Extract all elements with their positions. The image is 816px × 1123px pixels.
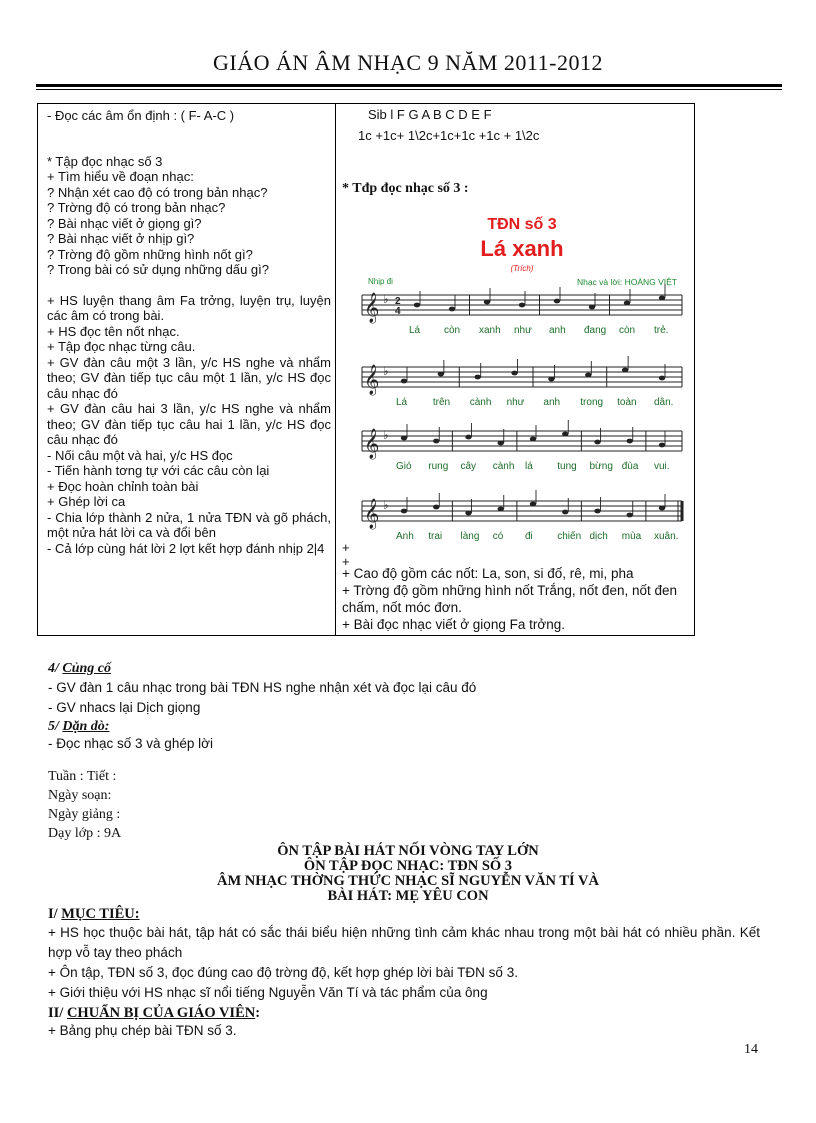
note-head [401, 379, 407, 384]
note-head [659, 376, 665, 381]
note-head [401, 509, 407, 514]
lyric-syllable: Lá [409, 325, 421, 336]
note-head [659, 443, 665, 448]
note-head [433, 505, 439, 510]
note-head [414, 303, 420, 308]
lyric-syllable: cành [469, 397, 492, 408]
lyric-syllable: rung [428, 461, 449, 472]
lesson-table [37, 103, 695, 636]
lyric-syllable: như [514, 325, 532, 336]
lyric-syllable: dân. [654, 397, 674, 408]
week-period: Tuần : Tiết : [48, 769, 117, 784]
objectives-section [48, 906, 760, 1039]
section-number: 5/ [48, 719, 63, 734]
text-line: + GV đàn câu một 3 lần, y/c HS nghe và nhẩm theo; GV đàn tiếp tục câu một 1 lần, y/c HS đọc câu nhạc đó [47, 354, 331, 401]
treble-clef: 𝄞 [364, 429, 380, 459]
lyric-syllable: Lá [396, 397, 408, 408]
treble-clef: 𝄞 [364, 365, 380, 395]
treble-clef: 𝄞 [364, 499, 380, 529]
sight-reading-heading: * Tđp đọc nhạc số 3 : [342, 181, 469, 196]
note-head [519, 303, 525, 308]
text-line: + Cao độ gồm các nốt: La, son, si đố, rê, mi, pha [342, 566, 634, 581]
score-song-title: Lá xanh [480, 236, 564, 261]
plus-mark: + [342, 540, 350, 555]
text-line: - Nối câu một và hai, y/c HS đọc [47, 447, 233, 463]
lesson-titles [0, 844, 816, 904]
section-suffix: : [255, 1005, 261, 1021]
note-head [530, 437, 536, 442]
lyric-syllable: xanh [479, 325, 501, 336]
lyric-syllable: cây [460, 461, 477, 472]
text-line: + Tìm hiểu về đoạn nhạc: [47, 169, 194, 184]
note-head [484, 300, 490, 305]
score-title: TĐN số 3 [487, 216, 557, 233]
score-author: Nhạc và lời: HOÀNG VIỆT [576, 277, 677, 287]
section-heading [48, 1005, 760, 1022]
note-head [589, 305, 595, 310]
flat-sign: ♭ [383, 498, 389, 512]
page-title: GIÁO ÁN ÂM NHẠC 9 NĂM 2011-2012 [213, 50, 603, 75]
lyric-syllable: chiến [557, 531, 582, 542]
note-head [627, 439, 633, 444]
lyric-syllable: trẻ. [654, 325, 669, 336]
score-analysis [342, 565, 687, 633]
note-head [594, 509, 600, 514]
note-head [449, 307, 455, 312]
section-title: MỤC TIÊU: [61, 906, 140, 922]
text-line: + HS đọc tên nốt nhạc. [47, 323, 180, 339]
section-heading [48, 906, 760, 923]
flat-sign: ♭ [383, 428, 389, 442]
note-head [624, 301, 630, 306]
lyric-syllable: trai [428, 531, 443, 542]
text-line: - Chia lớp thành 2 nửa, 1 nửa TĐN và gõ phách, một nửa hát lời ca và đổi bên [47, 509, 331, 540]
score-excerpt-note: (Trích) [510, 264, 534, 273]
score-staves [352, 209, 692, 579]
note-head [530, 502, 536, 507]
note-head [498, 507, 504, 512]
note-head [498, 441, 504, 446]
lyric-syllable: Anh [396, 531, 414, 542]
note-head [585, 373, 591, 378]
section-number: II/ [48, 1005, 67, 1021]
flat-sign: ♭ [383, 292, 389, 306]
text-line: - Đọc nhạc số 3 và ghép lời [48, 736, 213, 751]
text-line: + GV đàn câu hai 3 lần, y/c HS nghe và nhẩm theo; GV đàn tiếp tục câu hai 1 lần, y/c HS đọc câu nhạc đó [47, 401, 331, 447]
lyric-syllable: trong [580, 397, 604, 408]
lyric-syllable: như [506, 397, 525, 408]
note-head [401, 436, 407, 441]
lesson-title-line: ÂM NHẠC THỜNG THỨC NHẠC SĨ NGUYỄN VĂN TÍ VÀ [216, 873, 599, 889]
note-head [475, 375, 481, 380]
scale-intervals: 1c +1c+ 1\2c+1c+1c +1c + 1\2c [358, 128, 540, 143]
lyric-syllable: đang [584, 325, 607, 336]
lesson-title-line: ÔN TẬP ĐỌC NHẠC: TĐN SỐ 3 [303, 858, 513, 874]
lyric-syllable: toàn [617, 397, 637, 408]
spacer [47, 139, 331, 154]
text-line: - Cả lớp cùng hát lời 2 lợt kết hợp đánh nhịp 2|4 [47, 540, 325, 556]
lyric-syllable: có [492, 531, 504, 542]
lesson-meta [48, 767, 121, 843]
lyric-syllable: trên [432, 397, 451, 408]
lyric-syllable: mùa [621, 531, 642, 542]
text-line: + Trờng độ gồm những hình nốt Trắng, nốt đen, nốt đen chấm, nốt móc đơn. [342, 583, 678, 615]
time-signature-top: 2 [395, 296, 401, 307]
page-number: 14 [744, 1042, 758, 1057]
lyric-syllable: còn [619, 325, 636, 336]
lyric-syllable: dịch [589, 531, 608, 542]
lyric-syllable: đùa [621, 461, 639, 472]
lyric-syllable: còn [444, 325, 461, 336]
lyric-syllable: đi [525, 531, 533, 542]
lyric-syllable: tung [557, 461, 577, 472]
section-number: I/ [48, 906, 62, 922]
class-taught: Dạy lớp : 9A [48, 826, 122, 841]
text-line: ? Nhận xét cao độ có trong bản nhạc? [47, 184, 268, 200]
text-line: - GV đàn 1 câu nhạc trong bài TĐN HS nghe nhận xét và đọc lại câu đó [48, 680, 477, 695]
date-prepared: Ngày soạn: [48, 788, 112, 803]
lyric-syllable: anh [549, 325, 566, 336]
text-line: ? Trờng độ có trong bản nhạc? [47, 200, 226, 215]
section-heading [48, 660, 768, 677]
text-line: ? Trờng độ gồm những hình nốt gì? [47, 246, 253, 262]
section-title: Củng cố [62, 661, 112, 676]
text-line: + HS luyện thang âm Fa trởng, luyện trụ, luyện các âm có trong bài. [47, 292, 331, 323]
lyric-syllable: anh [543, 397, 561, 408]
note-head [562, 432, 568, 437]
plus-mark: + [342, 554, 350, 569]
text-line: + Giới thiệu với HS nhạc sĩ nổi tiếng Nguyễn Văn Tí và tác phẩm của ông [48, 985, 488, 1000]
time-signature-bottom: 4 [395, 306, 401, 317]
text-line: - Đọc các âm ổn định : ( F- A-C ) [47, 108, 235, 123]
note-head [659, 296, 665, 301]
spacer [47, 278, 331, 293]
note-head [438, 372, 444, 377]
header-rule [36, 84, 782, 87]
note-head [433, 439, 439, 444]
header-rule-thin [36, 89, 782, 90]
spacer [47, 124, 331, 139]
note-head [465, 435, 471, 440]
lyric-syllable: xuân. [654, 531, 679, 542]
text-line: * Tập đọc nhạc số 3 [47, 153, 163, 169]
teacher-activities-column [47, 108, 331, 556]
note-head [627, 513, 633, 518]
note-head [622, 368, 628, 373]
lyric-syllable: làng [460, 531, 480, 542]
text-line: ? Bài nhạc viết ở nhịp gì? [47, 231, 195, 246]
lesson-title-line: ÔN TẬP BÀI HÁT NỐI VÒNG TAY LỚN [277, 843, 539, 859]
music-score [352, 209, 692, 579]
section-heading [48, 718, 768, 735]
score-tempo: Nhịp đi [368, 277, 393, 286]
date-taught: Ngày giảng : [48, 807, 121, 822]
note-head [511, 371, 517, 376]
text-line: + Tập đọc nhạc từng câu. [47, 339, 196, 354]
lyric-syllable: cành [492, 461, 515, 472]
note-head [659, 506, 665, 511]
text-line: + Đọc hoàn chỉnh toàn bài [47, 478, 199, 494]
section-title: Dặn dò: [62, 719, 110, 734]
text-line: + Bài đọc nhạc viết ở giọng Fa trởng. [342, 617, 565, 632]
note-head [465, 511, 471, 516]
treble-clef: 𝄞 [364, 293, 380, 323]
text-line: + Ôn tập, TĐN số 3, đọc đúng cao độ trờng độ, kết hợp ghép lời bài TĐN số 3. [48, 965, 518, 980]
note-head [594, 440, 600, 445]
lyric-syllable: Gió [396, 461, 412, 472]
text-line: ? Trong bài có sử dụng những dấu gì? [47, 262, 269, 277]
lyric-syllable: vui. [654, 461, 670, 472]
lyric-syllable: lá [525, 461, 533, 472]
flat-sign: ♭ [383, 364, 389, 378]
text-line: - Tiến hành tơng tự với các câu còn lại [47, 463, 270, 478]
column-divider [335, 104, 336, 635]
note-head [554, 299, 560, 304]
text-line: + HS học thuộc bài hát, tập hát có sắc thái biểu hiện những tình cảm khác nhau trong một bài hát có nhiều phần. Kết hợp vỗ tay theo phách [48, 925, 760, 960]
lyric-syllable: bừng [589, 461, 613, 472]
text-line: + Bảng phụ chép bài TĐN số 3. [48, 1023, 237, 1038]
scale-note-names: Sib l F G A B C D E F [368, 107, 492, 122]
section-title: CHUẨN BỊ CỦA GIÁO VIÊN [66, 1005, 256, 1021]
section-number: 4/ [48, 661, 63, 676]
lesson-title-line: BÀI HÁT: MẸ YÊU CON [327, 888, 489, 904]
text-line: - GV nhacs lại Dịch giọng [48, 700, 201, 715]
note-head [548, 377, 554, 382]
note-head [562, 510, 568, 515]
text-line: ? Bài nhạc viết ở giọng gì? [47, 215, 202, 231]
consolidate-section [48, 660, 768, 752]
text-line: + Ghép lời ca [47, 494, 126, 509]
